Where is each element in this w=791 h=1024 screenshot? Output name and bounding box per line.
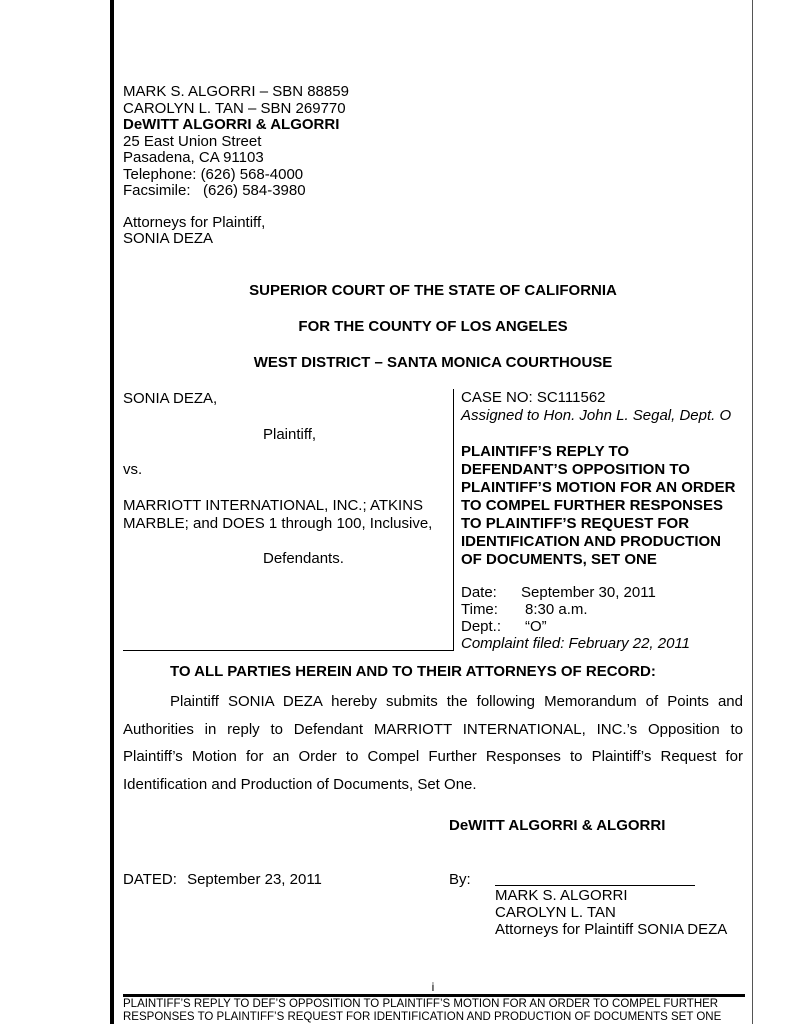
signer-2: CAROLYN L. TAN: [495, 904, 616, 921]
hearing-date-row: [461, 584, 690, 601]
defendants-line-1: MARRIOTT INTERNATIONAL, INC.; ATKINS: [123, 497, 424, 514]
hearing-dept-row: [461, 618, 690, 635]
footer-line-2: RESPONSES TO PLAINTIFF’S REQUEST FOR IDENTIFICATION AND PRODUCTION OF DOCUMENTS SET ONE: [123, 1011, 722, 1023]
dated-value: September 23, 2011: [187, 871, 322, 888]
address-street: 25 East Union Street: [123, 132, 262, 150]
document-title: [461, 443, 735, 569]
by-label: By:: [449, 871, 471, 888]
title-line: TO PLAINTIFF’S REQUEST FOR: [461, 515, 690, 532]
title-line: PLAINTIFF’S MOTION FOR AN ORDER: [461, 479, 736, 496]
client-name: SONIA DEZA: [123, 230, 214, 247]
time-label: Time:: [461, 601, 498, 618]
case-number: CASE NO: SC111562: [461, 389, 606, 406]
signature-firm: DeWITT ALGORRI & ALGORRI: [449, 817, 666, 834]
facsimile: Facsimile: (626) 584-3980: [123, 182, 306, 199]
dated-label: DATED:: [123, 871, 177, 888]
court-name-2: FOR THE COUNTY OF LOS ANGELES: [298, 318, 568, 335]
address-city: Pasadena, CA 91103: [123, 149, 264, 166]
defendants-role: Defendants.: [263, 550, 344, 567]
date-value: September 30, 2011: [521, 584, 656, 601]
title-line: IDENTIFICATION AND PRODUCTION: [461, 533, 721, 550]
dept-label: Dept.:: [461, 618, 502, 635]
date-label: Date:: [461, 584, 497, 601]
complaint-filed: Complaint filed: February 22, 2011: [461, 635, 691, 652]
assigned-judge: Assigned to Hon. John L. Segal, Dept. O: [461, 407, 732, 424]
time-value: 8:30 a.m.: [525, 601, 588, 618]
court-name-3: WEST DISTRICT – SANTA MONICA COURTHOUSE: [253, 354, 613, 371]
hearing-info: [461, 584, 690, 652]
attorney-line: MARK S. ALGORRI – SBN 88859: [123, 83, 349, 100]
salutation: TO ALL PARTIES HEREIN AND TO THEIR ATTORNEYS OF RECORD:: [170, 663, 656, 680]
versus: vs.: [123, 461, 143, 478]
body-paragraph: Plaintiff SONIA DEZA hereby submits the following Memorandum of Points and Authorities in reply to Defendant MARRIOTT INTERNATIONAL, INC.’s Opposition to Plaintiff’s Motion for an Order to Compel Further Responses to Plaintiff’s Request for Identification and Production of Documents, Set One.: [123, 693, 743, 793]
dated-line: [123, 871, 322, 888]
title-line: OF DOCUMENTS, SET ONE: [461, 551, 657, 568]
caption-divider-vertical: [453, 389, 454, 651]
title-line: PLAINTIFF’S REPLY TO: [461, 443, 630, 460]
telephone: Telephone: (626) 568-4000: [123, 165, 304, 183]
footer-rule: [123, 994, 745, 997]
signer-role: Attorneys for Plaintiff SONIA DEZA: [495, 921, 728, 938]
page-number: i: [431, 980, 435, 994]
caption-divider-horizontal: [123, 650, 454, 651]
plaintiff-name: SONIA DEZA,: [123, 390, 218, 407]
plaintiff-role: Plaintiff,: [263, 426, 317, 443]
dept-value: “O”: [525, 618, 547, 635]
defendants-line-2: MARBLE; and DOES 1 through 100, Inclusive,: [123, 515, 433, 532]
title-line: DEFENDANT’S OPPOSITION TO: [461, 461, 690, 478]
court-name-1: SUPERIOR COURT OF THE STATE OF CALIFORNIA: [249, 282, 617, 299]
firm-name: DeWITT ALGORRI & ALGORRI: [123, 116, 340, 133]
attorney-header: [123, 84, 349, 248]
attorney-line: CAROLYN L. TAN – SBN 269770: [123, 99, 346, 117]
signer-1: MARK S. ALGORRI: [495, 887, 628, 904]
title-line: TO COMPEL FURTHER RESPONSES: [461, 497, 723, 514]
signer-block: [495, 887, 727, 938]
footer-caption: [123, 998, 745, 1024]
attorneys-for: Attorneys for Plaintiff,: [123, 213, 266, 231]
footer-line-1: PLAINTIFF’S REPLY TO DEF’S OPPOSITION TO PLAINTIFF’S MOTION FOR AN ORDER TO COMPEL FURTHER: [123, 998, 719, 1010]
right-margin-rule: [752, 0, 753, 1024]
hearing-time-row: [461, 601, 690, 618]
signature-line: [495, 885, 695, 886]
left-margin-rule: [110, 0, 114, 1024]
